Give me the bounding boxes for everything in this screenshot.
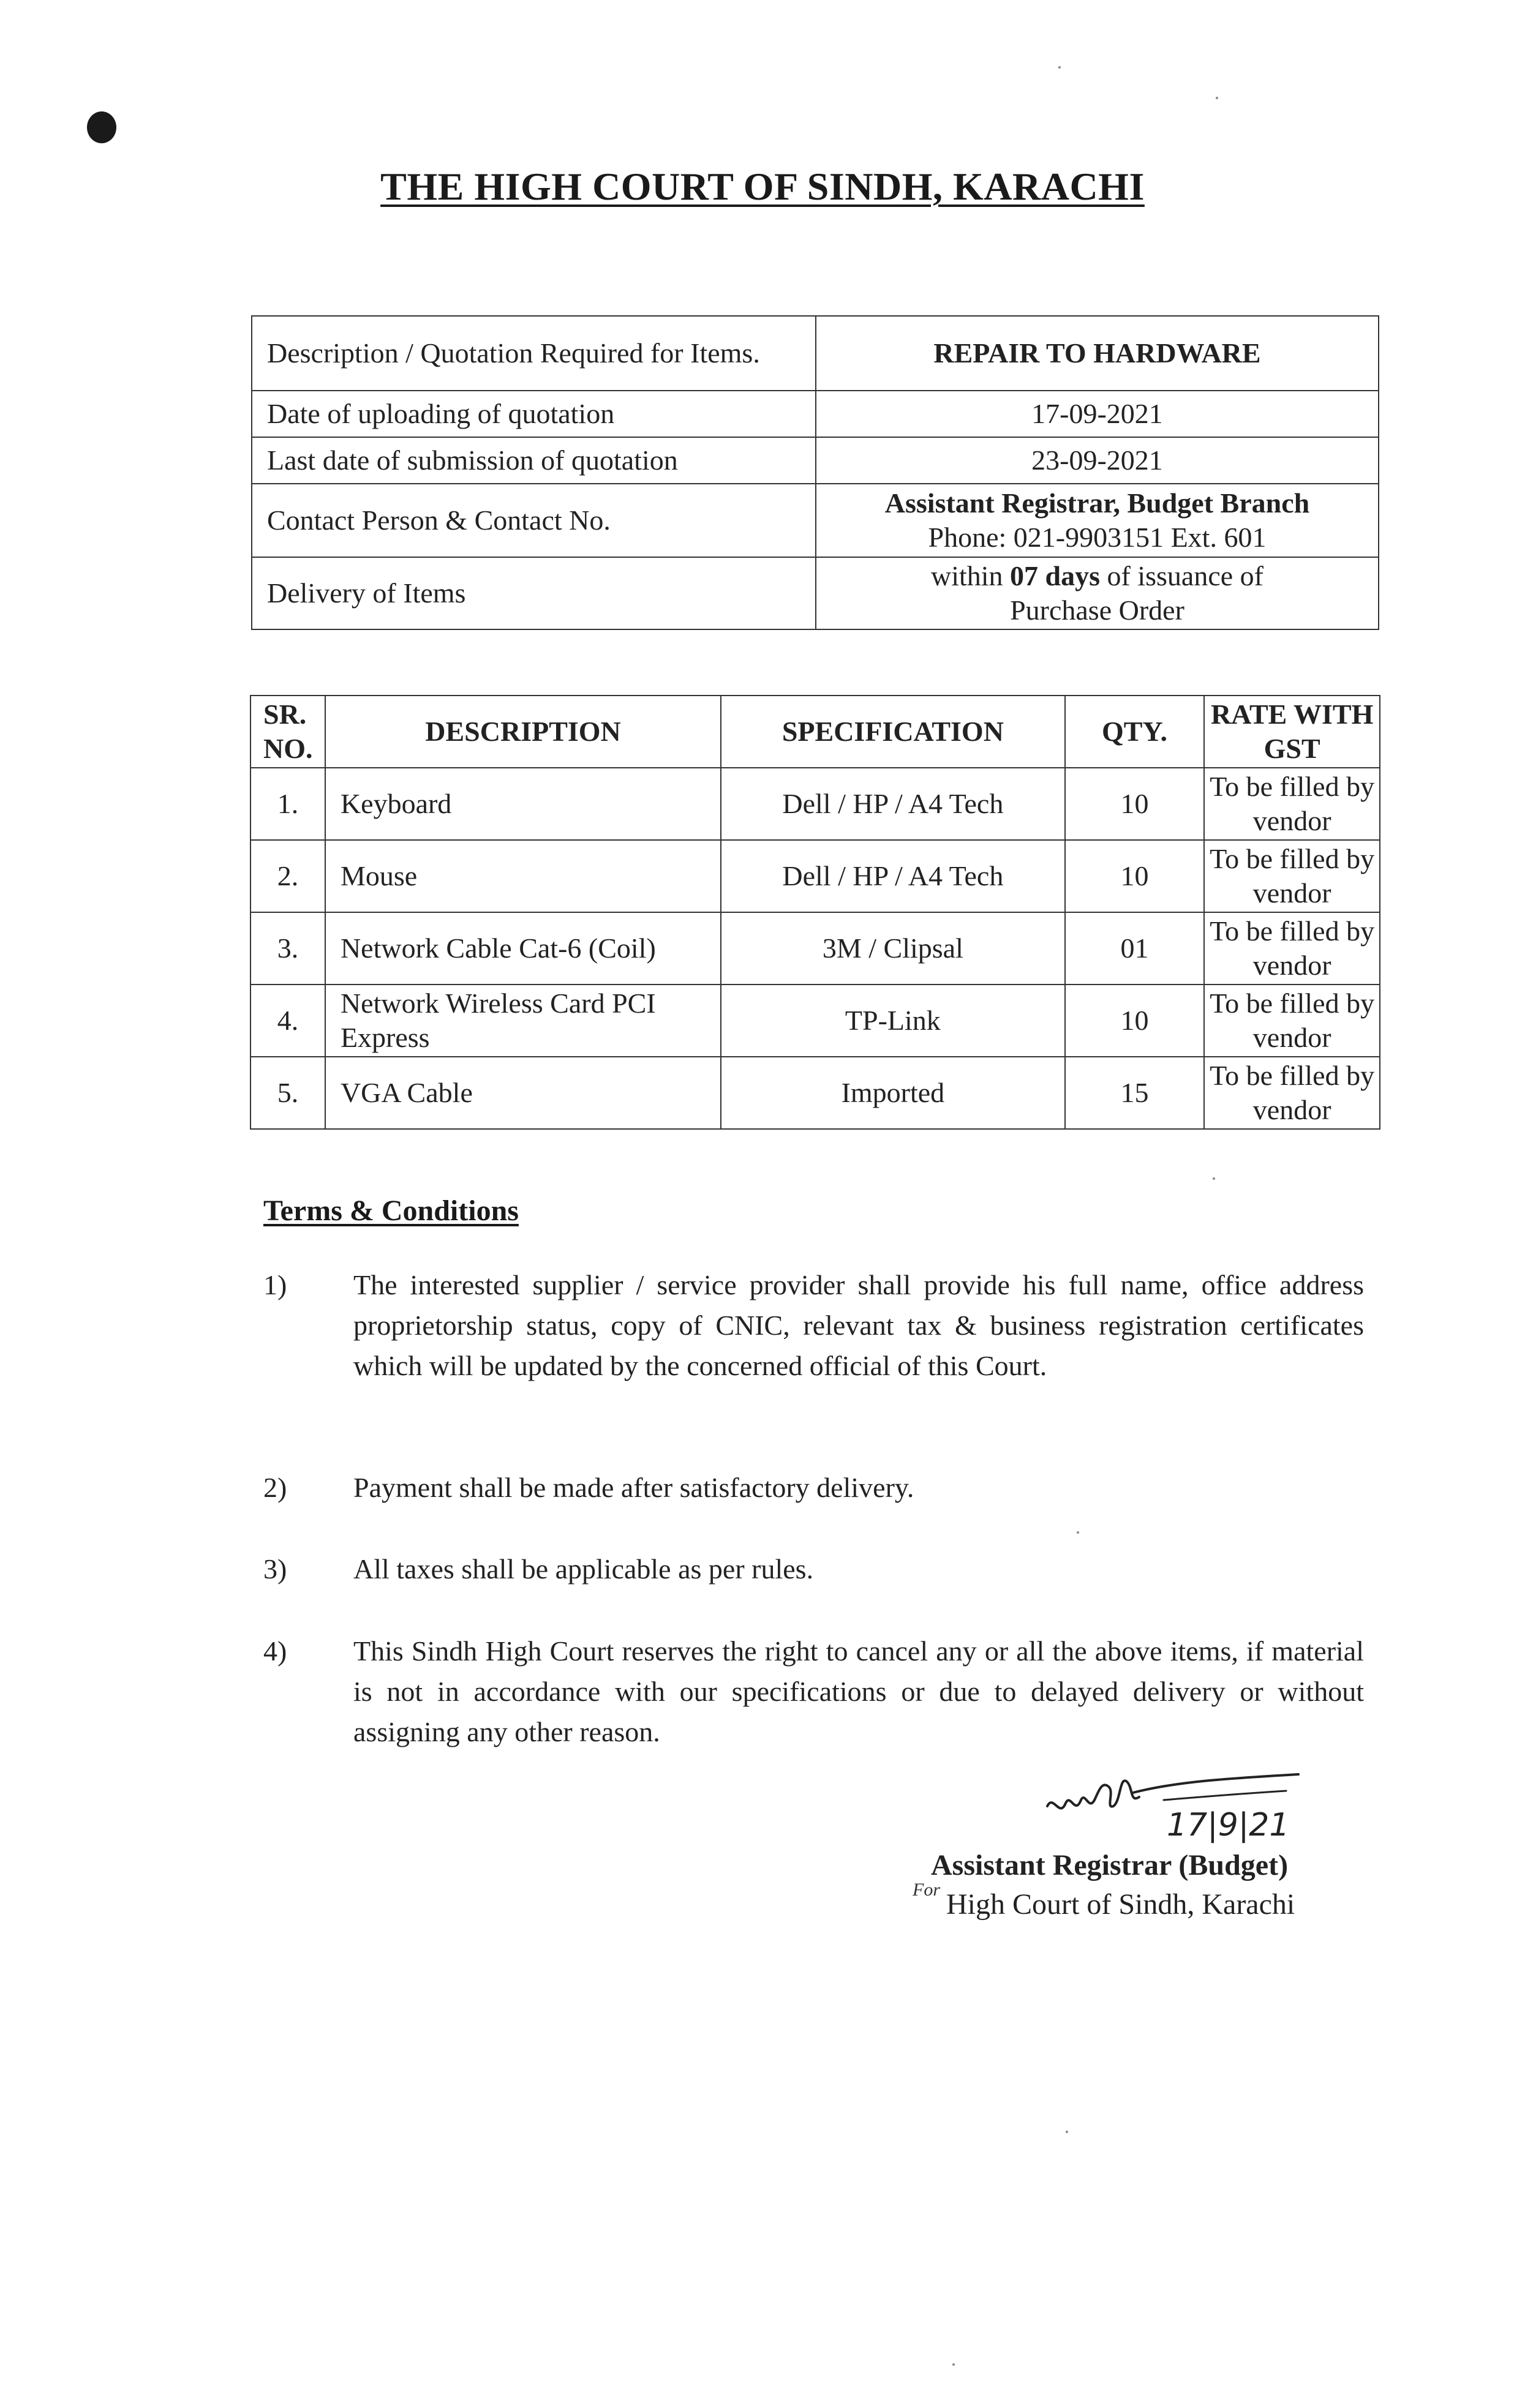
signatory-organization: High Court of Sindh, Karachi (946, 1888, 1295, 1921)
info-value: 17-09-2021 (816, 391, 1379, 437)
cell-qty: 01 (1065, 912, 1205, 985)
scan-speck (1216, 97, 1218, 99)
scan-speck (952, 2363, 955, 2366)
term-text: All taxes shall be applicable as per rules. (353, 1553, 814, 1585)
info-value (816, 557, 1379, 629)
items-header-row (250, 696, 1380, 768)
signatory-block (913, 1846, 1295, 1924)
info-label: Date of uploading of quotation (252, 391, 816, 437)
cell-sr: 4. (250, 985, 325, 1057)
cell-specification: Dell / HP / A4 Tech (721, 840, 1065, 912)
scan-speck (1066, 2131, 1068, 2133)
delivery-post: of issuance of (1100, 560, 1263, 591)
header-rate: RATE WITH GST (1204, 696, 1380, 768)
cell-description: Network Wireless Card PCI Express (325, 985, 721, 1057)
table-row (250, 768, 1380, 840)
quotation-info-table (251, 315, 1379, 630)
info-label: Description / Quotation Required for Items. (252, 316, 816, 391)
info-value: REPAIR TO HARDWARE (816, 316, 1379, 391)
info-value (816, 484, 1379, 557)
header-qty: QTY. (1065, 696, 1205, 768)
term-number: 3) (263, 1553, 287, 1585)
signature-date: 17|9|21 (1167, 1807, 1290, 1844)
info-row-description (252, 316, 1379, 391)
cell-description: Keyboard (325, 768, 721, 840)
header-description: DESCRIPTION (325, 696, 721, 768)
cell-qty: 15 (1065, 1057, 1205, 1129)
cell-rate: To be filled by vendor (1204, 840, 1380, 912)
cell-sr: 1. (250, 768, 325, 840)
contact-phone: Phone: 021-9903151 Ext. 601 (928, 522, 1267, 553)
delivery-line-1 (816, 559, 1378, 593)
cell-sr: 5. (250, 1057, 325, 1129)
handwritten-signature (1041, 1763, 1323, 1849)
delivery-days: 07 days (1010, 560, 1101, 591)
cell-specification: Dell / HP / A4 Tech (721, 768, 1065, 840)
table-row (250, 985, 1380, 1057)
info-label: Last date of submission of quotation (252, 437, 816, 484)
header-specification: SPECIFICATION (721, 696, 1065, 768)
table-row (250, 912, 1380, 985)
cell-description: VGA Cable (325, 1057, 721, 1129)
cell-specification: TP-Link (721, 985, 1065, 1057)
term-number: 4) (263, 1635, 287, 1667)
cell-specification: 3M / Clipsal (721, 912, 1065, 985)
term-text: Payment shall be made after satisfactory delivery. (353, 1472, 914, 1503)
for-mark: For (913, 1880, 940, 1900)
info-row-last-date (252, 437, 1379, 484)
cell-rate: To be filled by vendor (1204, 912, 1380, 985)
cell-sr: 3. (250, 912, 325, 985)
term-text: This Sindh High Court reserves the right to cancel any or all the above items, if material is not in accordance with our specifications or due to delayed delivery or without assigning any other reason. (353, 1635, 1364, 1747)
cell-specification: Imported (721, 1057, 1065, 1129)
scan-speck (1213, 1177, 1215, 1180)
info-row-delivery (252, 557, 1379, 629)
cell-qty: 10 (1065, 840, 1205, 912)
term-number: 2) (263, 1472, 287, 1503)
info-label: Contact Person & Contact No. (252, 484, 816, 557)
delivery-pre: within (930, 560, 1011, 591)
term-number: 1) (263, 1269, 287, 1300)
items-table (250, 695, 1380, 1130)
info-row-contact (252, 484, 1379, 557)
cell-sr: 2. (250, 840, 325, 912)
scan-speck (1077, 1531, 1079, 1534)
contact-person: Assistant Registrar, Budget Branch (884, 487, 1310, 519)
cell-rate: To be filled by vendor (1204, 1057, 1380, 1129)
table-row (250, 1057, 1380, 1129)
cell-rate: To be filled by vendor (1204, 985, 1380, 1057)
header-sr-no: SR. NO. (250, 696, 325, 768)
punch-hole (87, 111, 116, 143)
table-row (250, 840, 1380, 912)
info-label: Delivery of Items (252, 557, 816, 629)
cell-description: Mouse (325, 840, 721, 912)
cell-qty: 10 (1065, 768, 1205, 840)
cell-rate: To be filled by vendor (1204, 768, 1380, 840)
signatory-role: Assistant Registrar (Budget) (931, 1849, 1289, 1881)
terms-heading: Terms & Conditions (263, 1195, 519, 1227)
cell-description: Network Cable Cat-6 (Coil) (325, 912, 721, 985)
delivery-line-2: Purchase Order (1010, 594, 1184, 626)
cell-qty: 10 (1065, 985, 1205, 1057)
info-row-upload-date (252, 391, 1379, 437)
scan-speck (1058, 66, 1061, 69)
info-value: 23-09-2021 (816, 437, 1379, 484)
term-text: The interested supplier / service provider shall provide his full name, office address proprietorship status, copy of CNIC, relevant tax & business registration certificates which will be updated by the concerned official of this Court. (353, 1269, 1364, 1381)
page-title: THE HIGH COURT OF SINDH, KARACHI (380, 165, 1145, 208)
